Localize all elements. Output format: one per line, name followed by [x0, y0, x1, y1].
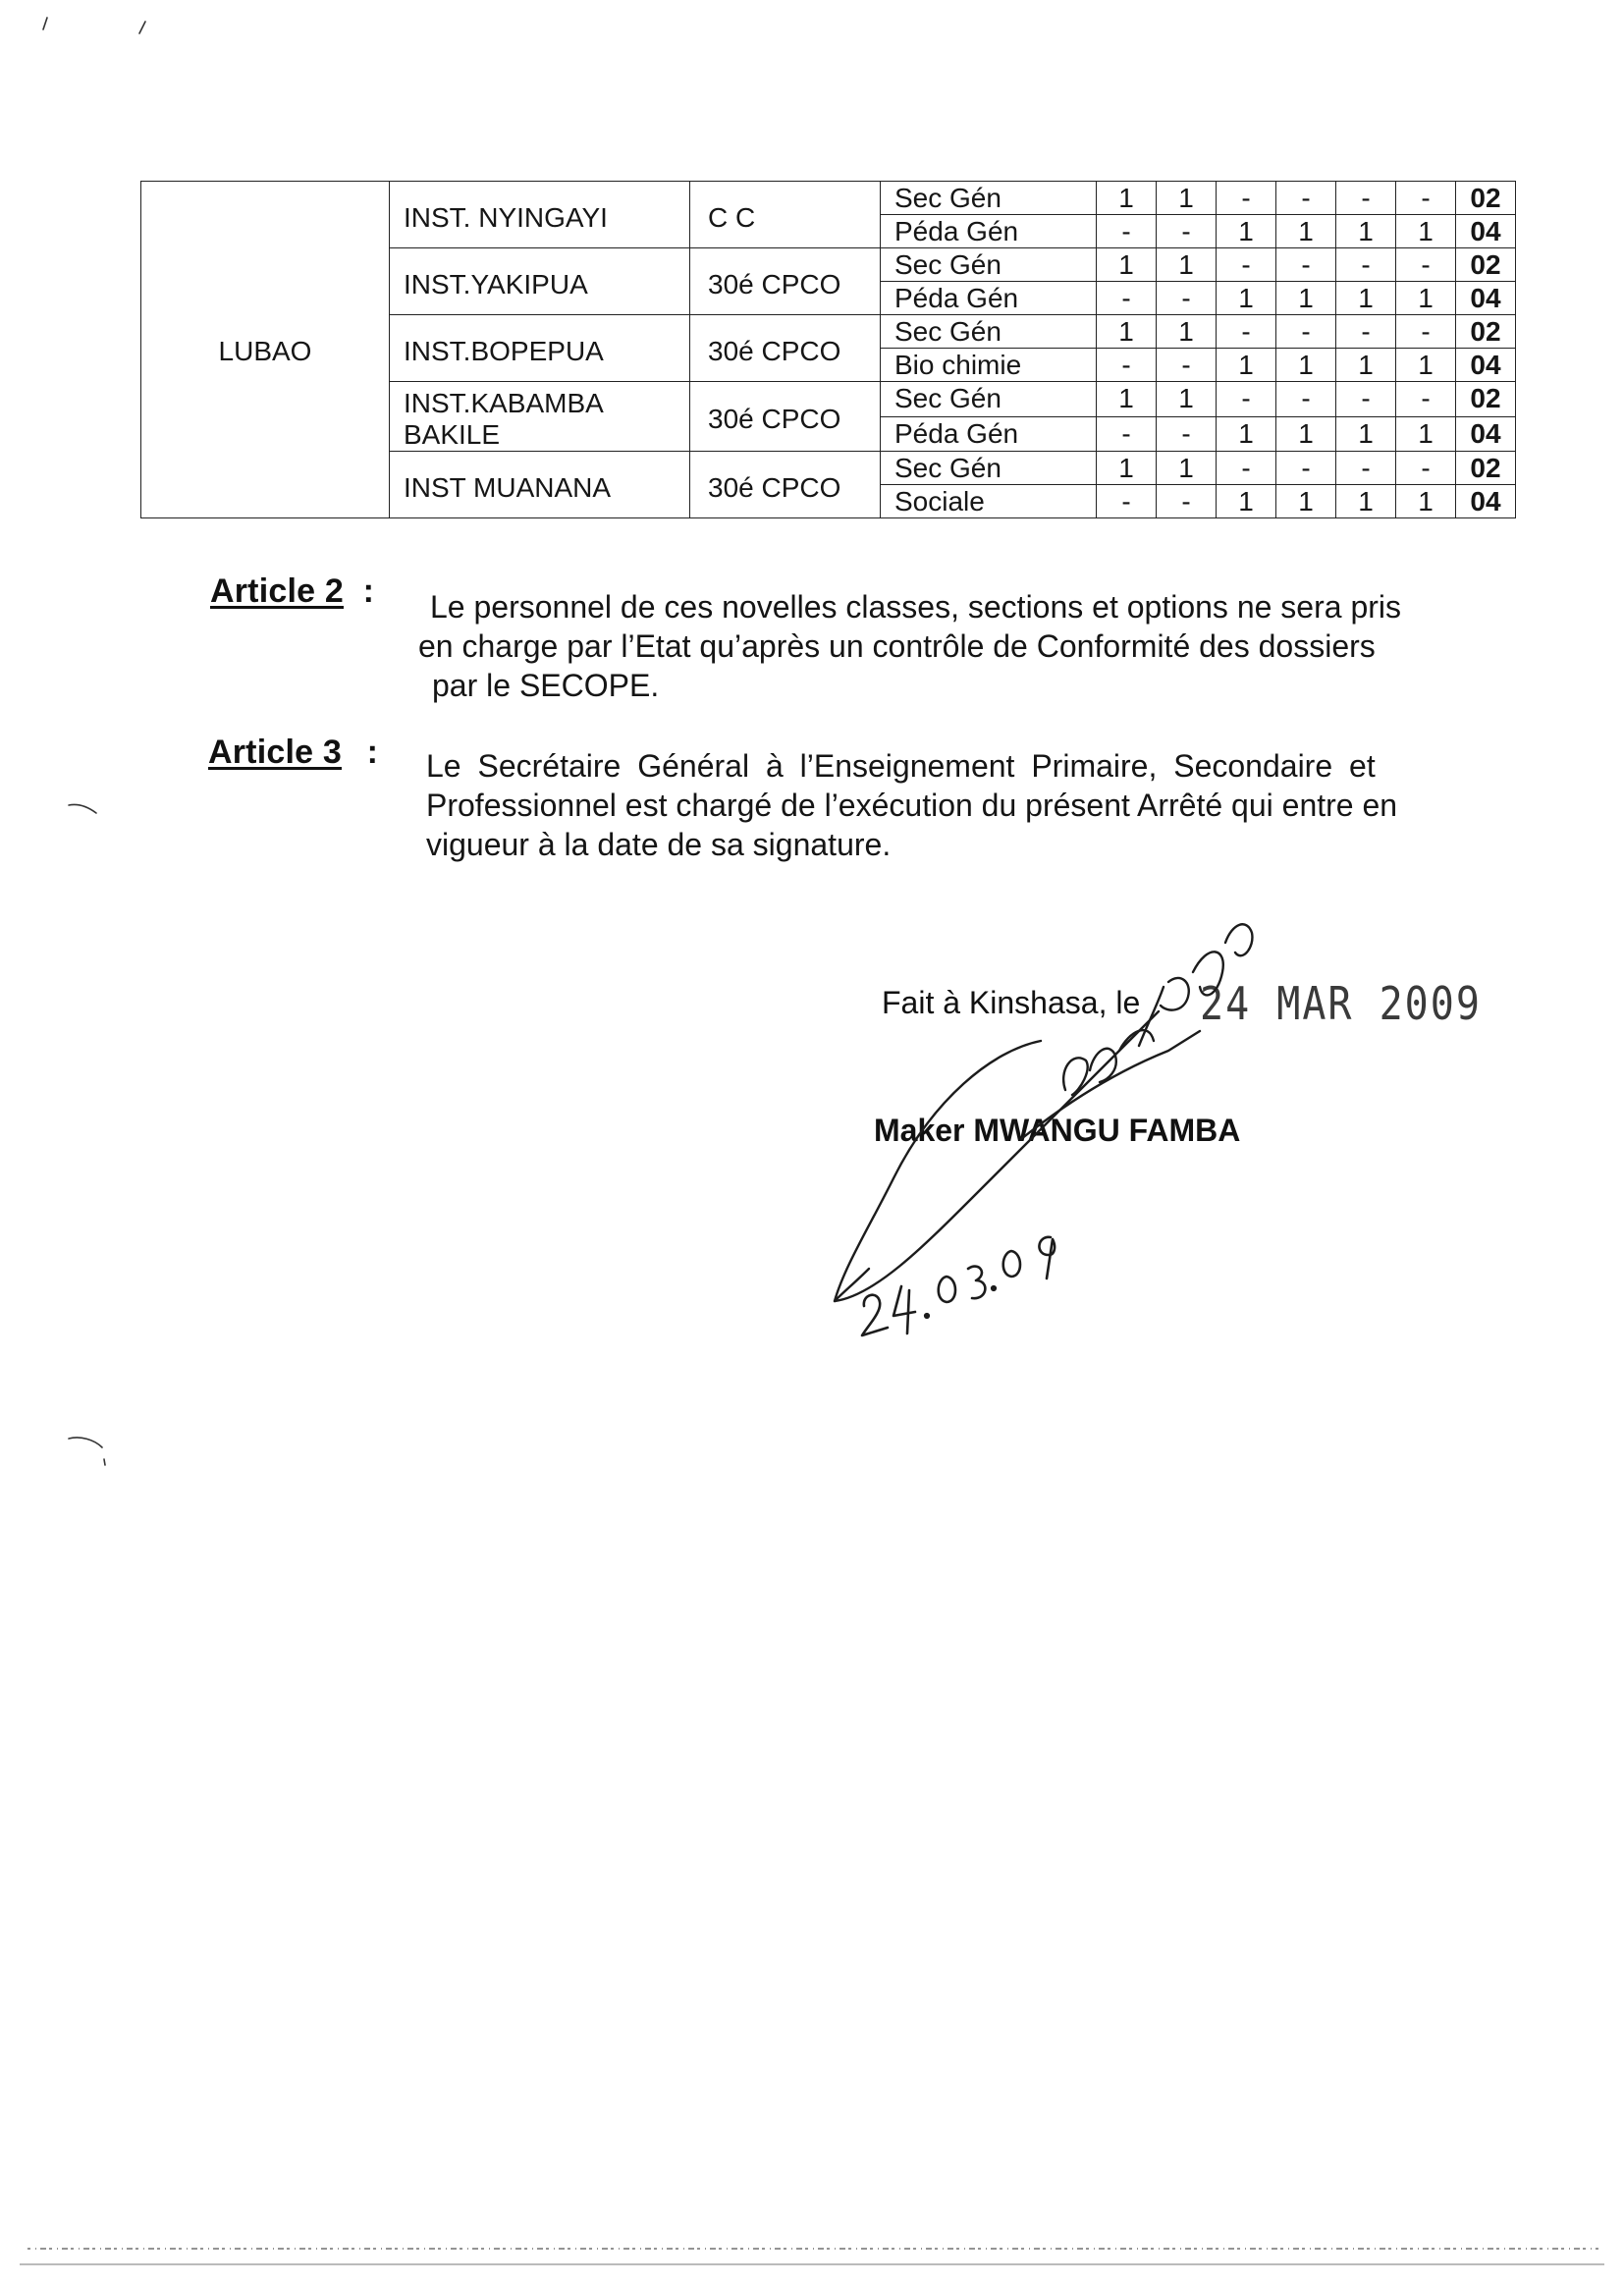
class-count-cell: 1: [1396, 349, 1456, 382]
class-count-cell: -: [1157, 416, 1217, 452]
regime-cell: 30é CPCO: [690, 248, 881, 315]
regime-cell: 30é CPCO: [690, 452, 881, 518]
total-cell: 04: [1456, 349, 1516, 382]
option-cell: Bio chimie: [881, 349, 1097, 382]
option-cell: Péda Gén: [881, 416, 1097, 452]
school-name-cell: INST MUANANA: [390, 452, 690, 518]
class-count-cell: -: [1157, 349, 1217, 382]
class-count-cell: -: [1217, 315, 1276, 349]
class-count-cell: 1: [1097, 452, 1157, 485]
class-count-cell: 1: [1336, 282, 1396, 315]
class-count-cell: -: [1336, 452, 1396, 485]
class-count-cell: -: [1276, 382, 1336, 417]
class-count-cell: 1: [1157, 382, 1217, 417]
total-cell: 04: [1456, 215, 1516, 248]
option-cell: Sec Gén: [881, 182, 1097, 215]
class-count-cell: 1: [1276, 349, 1336, 382]
article-2-line-3: par le SECOPE.: [432, 668, 660, 703]
class-count-cell: -: [1157, 485, 1217, 518]
school-name-cell: INST.YAKIPUA: [390, 248, 690, 315]
class-count-cell: 1: [1396, 282, 1456, 315]
class-count-cell: 1: [1217, 349, 1276, 382]
regime-cell: C C: [690, 182, 881, 248]
option-cell: Sec Gén: [881, 382, 1097, 417]
article-2-separator: :: [362, 572, 375, 610]
class-count-cell: 1: [1157, 248, 1217, 282]
class-count-cell: -: [1097, 416, 1157, 452]
place-and-date-line: Fait à Kinshasa, le: [882, 985, 1141, 1020]
class-count-cell: -: [1217, 382, 1276, 417]
article-2-line-1: Le personnel de ces novelles classes, sections et options ne sera pris: [430, 589, 1401, 625]
class-count-cell: 1: [1097, 315, 1157, 349]
class-count-cell: 1: [1396, 416, 1456, 452]
class-count-cell: -: [1157, 282, 1217, 315]
class-count-cell: -: [1217, 248, 1276, 282]
class-count-cell: -: [1097, 349, 1157, 382]
article-2-line-2: en charge par l’Etat qu’après un contrôle de Conformité des dossiers: [418, 628, 1376, 664]
total-cell: 02: [1456, 452, 1516, 485]
option-cell: Sec Gén: [881, 452, 1097, 485]
class-count-cell: -: [1336, 248, 1396, 282]
school-name-cell: INST.KABAMBA BAKILE: [390, 382, 690, 452]
class-count-cell: 1: [1336, 349, 1396, 382]
class-count-cell: -: [1276, 248, 1336, 282]
class-count-cell: -: [1276, 182, 1336, 215]
option-cell: Péda Gén: [881, 282, 1097, 315]
class-count-cell: 1: [1276, 416, 1336, 452]
class-count-cell: 1: [1097, 382, 1157, 417]
class-count-cell: 1: [1157, 315, 1217, 349]
class-count-cell: -: [1396, 382, 1456, 417]
class-count-cell: 1: [1336, 485, 1396, 518]
class-count-cell: -: [1336, 315, 1396, 349]
article-3-line-3: vigueur à la date de sa signature.: [426, 827, 892, 862]
class-count-cell: 1: [1217, 282, 1276, 315]
class-count-cell: 1: [1396, 485, 1456, 518]
total-cell: 04: [1456, 485, 1516, 518]
total-cell: 02: [1456, 248, 1516, 282]
location-cell: LUBAO: [141, 182, 390, 518]
class-count-cell: -: [1217, 182, 1276, 215]
class-count-cell: 1: [1097, 248, 1157, 282]
date-stamp: 24 MAR 2009: [1200, 978, 1482, 1031]
school-name-cell: INST.BOPEPUA: [390, 315, 690, 382]
article-2-label: Article 2: [210, 572, 344, 610]
total-cell: 02: [1456, 315, 1516, 349]
regime-cell: 30é CPCO: [690, 382, 881, 452]
total-cell: 02: [1456, 382, 1516, 417]
class-count-cell: -: [1396, 452, 1456, 485]
class-count-cell: -: [1217, 452, 1276, 485]
class-count-cell: 1: [1217, 215, 1276, 248]
class-count-cell: 1: [1097, 182, 1157, 215]
class-count-cell: -: [1396, 248, 1456, 282]
class-count-cell: -: [1276, 452, 1336, 485]
class-count-cell: 1: [1276, 215, 1336, 248]
class-count-cell: 1: [1217, 485, 1276, 518]
class-count-cell: -: [1097, 215, 1157, 248]
class-count-cell: 1: [1157, 182, 1217, 215]
class-count-cell: 1: [1396, 215, 1456, 248]
option-cell: Sec Gén: [881, 315, 1097, 349]
class-count-cell: -: [1157, 215, 1217, 248]
class-count-cell: 1: [1217, 416, 1276, 452]
class-count-cell: -: [1336, 382, 1396, 417]
total-cell: 04: [1456, 416, 1516, 452]
class-count-cell: -: [1396, 315, 1456, 349]
class-count-cell: 1: [1336, 416, 1396, 452]
regime-cell: 30é CPCO: [690, 315, 881, 382]
class-count-cell: 1: [1276, 485, 1336, 518]
class-count-cell: 1: [1157, 452, 1217, 485]
article-3-line-2: Professionnel est chargé de l’exécution du présent Arrêté qui entre en: [426, 788, 1398, 823]
school-name-cell: INST. NYINGAYI: [390, 182, 690, 248]
signatory-name: Maker MWANGU FAMBA: [874, 1113, 1241, 1148]
class-count-cell: -: [1336, 182, 1396, 215]
class-count-cell: -: [1097, 282, 1157, 315]
class-count-cell: 1: [1336, 215, 1396, 248]
total-cell: 04: [1456, 282, 1516, 315]
class-count-cell: -: [1276, 315, 1336, 349]
option-cell: Sec Gén: [881, 248, 1097, 282]
class-count-cell: -: [1097, 485, 1157, 518]
total-cell: 02: [1456, 182, 1516, 215]
option-cell: Péda Gén: [881, 215, 1097, 248]
class-count-cell: 1: [1276, 282, 1336, 315]
article-3-line-1: Le Secrétaire Général à l’Enseignement Primaire, Secondaire et: [426, 748, 1376, 784]
option-cell: Sociale: [881, 485, 1097, 518]
article-3-label: Article 3: [208, 734, 342, 771]
article-3-separator: :: [366, 734, 379, 771]
class-count-cell: -: [1396, 182, 1456, 215]
